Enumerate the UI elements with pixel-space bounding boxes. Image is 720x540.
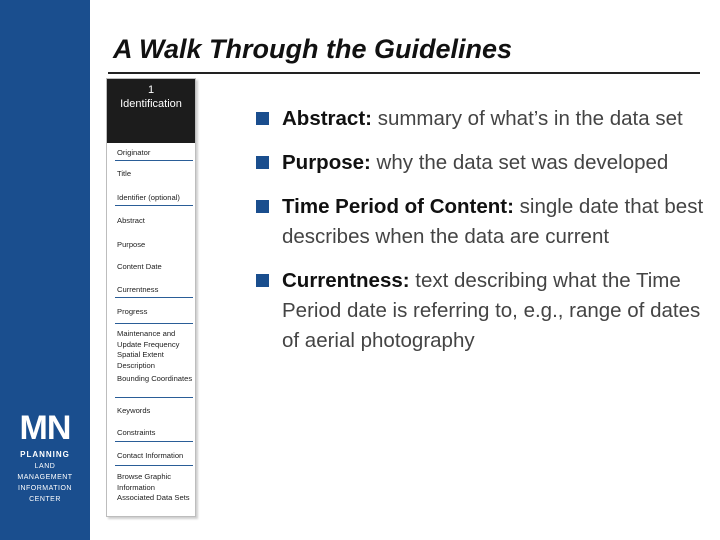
step-title: Title bbox=[117, 169, 132, 178]
step-maintenance: Maintenance and Update Frequency bbox=[117, 329, 180, 349]
square-bullet-icon bbox=[256, 200, 269, 213]
step-divider bbox=[115, 160, 193, 161]
step-identifier: Identifier (optional) bbox=[117, 193, 180, 202]
bullet-term: Currentness: bbox=[282, 269, 410, 292]
logo-sub-line: MANAGEMENT bbox=[17, 474, 73, 481]
step-divider bbox=[115, 441, 193, 442]
slide-title: A Walk Through the Guidelines bbox=[113, 34, 513, 64]
step-currentness: Currentness bbox=[117, 285, 159, 294]
bullet-purpose bbox=[256, 148, 706, 178]
guidelines-panel bbox=[106, 78, 196, 517]
logo-mark: MN bbox=[19, 409, 71, 447]
square-bullet-icon bbox=[256, 156, 269, 169]
step-purpose: Purpose bbox=[117, 240, 146, 249]
step-contact-information: Contact Information bbox=[117, 451, 184, 460]
step-spatial-extent: Spatial Extent Description bbox=[117, 350, 164, 370]
step-divider bbox=[115, 323, 193, 324]
bullet-term: Abstract: bbox=[282, 107, 372, 130]
bullet-currentness bbox=[256, 266, 706, 356]
mn-planning-logo bbox=[0, 408, 90, 505]
step-progress: Progress bbox=[117, 307, 148, 316]
square-bullet-icon bbox=[256, 274, 269, 287]
logo-planning: PLANNING bbox=[20, 450, 70, 459]
logo-sub-line: CENTER bbox=[29, 496, 61, 503]
title-divider bbox=[108, 72, 700, 74]
step-browse-graphic: Browse Graphic Information bbox=[117, 472, 172, 492]
bullet-list bbox=[256, 104, 706, 370]
step-bounding-coordinates: Bounding Coordinates bbox=[117, 374, 193, 383]
bullet-abstract bbox=[256, 104, 706, 134]
panel-header-number: 1 bbox=[147, 84, 155, 96]
step-associated-data-sets: Associated Data Sets bbox=[117, 493, 190, 502]
step-divider bbox=[115, 297, 193, 298]
step-divider bbox=[115, 465, 193, 466]
bullet-text: summary of what’s in the data set bbox=[372, 107, 683, 130]
bullet-text: why the data set was developed bbox=[370, 151, 669, 174]
step-content-date: Content Date bbox=[117, 262, 162, 271]
bullet-term: Purpose: bbox=[282, 151, 371, 174]
panel-header-label: Identification bbox=[120, 98, 182, 110]
bullet-term: Time Period of Content: bbox=[282, 195, 514, 218]
step-constraints: Constraints bbox=[117, 428, 156, 437]
step-abstract: Abstract bbox=[117, 216, 145, 225]
bullet-text: single date that best describes when the data are current bbox=[282, 195, 704, 248]
step-originator: Originator bbox=[117, 148, 151, 157]
logo-sub-line: INFORMATION bbox=[18, 485, 72, 492]
bullet-time-period bbox=[256, 192, 706, 252]
step-divider bbox=[115, 205, 193, 206]
square-bullet-icon bbox=[256, 112, 269, 125]
bullet-text: text describing what the Time Period date is referring to, e.g., range of dates of aerial photography bbox=[282, 269, 701, 352]
logo-subtitle bbox=[0, 461, 90, 505]
step-keywords: Keywords bbox=[117, 406, 151, 415]
panel-header bbox=[107, 79, 195, 143]
step-divider bbox=[115, 397, 193, 398]
logo-sub-line: LAND bbox=[34, 463, 56, 470]
